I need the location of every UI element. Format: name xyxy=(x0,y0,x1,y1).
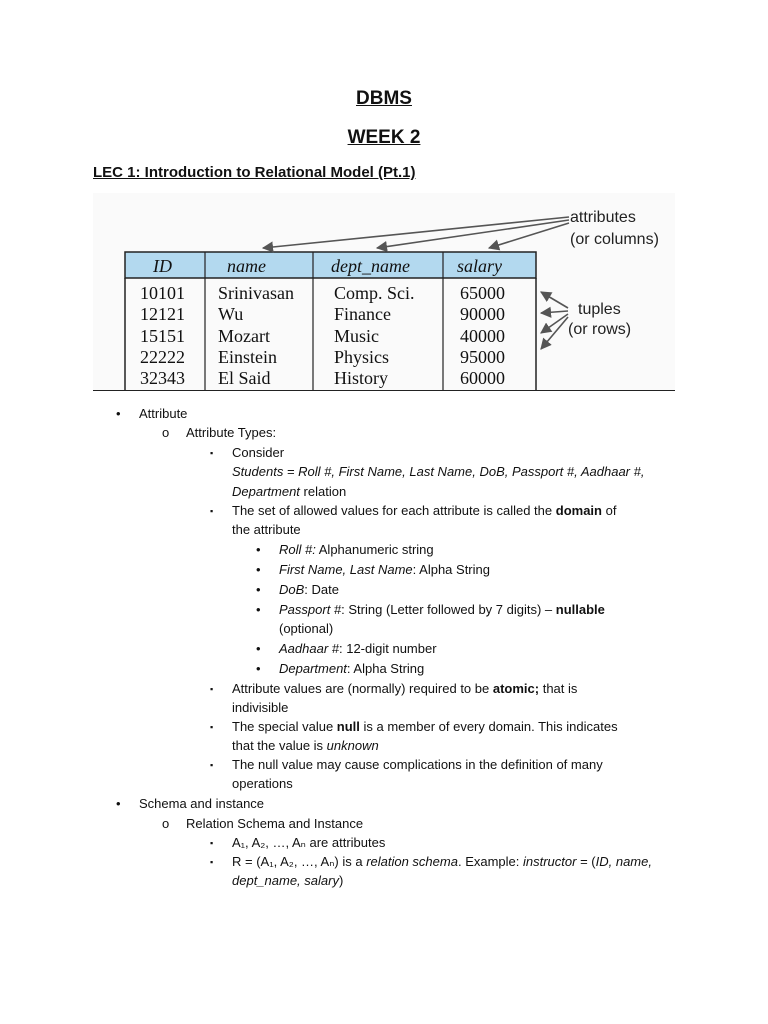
table-cell: 65000 xyxy=(460,283,505,303)
attributes-label-sub: (or columns) xyxy=(570,231,659,248)
text-span: that is xyxy=(539,681,578,696)
tuples-label: tuples xyxy=(578,301,621,318)
roll-value: Alphanumeric string xyxy=(315,542,434,557)
column-header-id: ID xyxy=(153,256,172,276)
table-cell: 60000 xyxy=(460,368,505,388)
department-term: Department xyxy=(232,484,300,499)
text-span: = ( xyxy=(576,854,596,869)
table-cell: 32343 xyxy=(140,368,185,388)
text-span: R = (A₁, A₂, …, Aₙ) is a xyxy=(232,854,367,869)
students-relation: Students = Roll #, First Name, Last Name, DoB, Passport #, Aadhaar #, xyxy=(232,464,645,479)
bullet-atomic-cont: indivisible xyxy=(232,700,289,715)
bullet-relation-schema xyxy=(232,852,652,871)
passport-label: Passport # xyxy=(279,602,342,617)
students-relation-line xyxy=(232,462,644,481)
table-cell: Mozart xyxy=(218,326,270,346)
bullet-null-cont xyxy=(232,736,379,755)
lecture-heading: LEC 1: Introduction to Relational Model (Pt.1) xyxy=(93,164,416,181)
figure-divider xyxy=(93,390,675,391)
text-span: Attribute values are (normally) required to be xyxy=(232,681,493,696)
bullet-marker: ▪ xyxy=(210,448,214,458)
bullet-marker: ▪ xyxy=(210,760,214,770)
bullet-marker: o xyxy=(162,425,170,440)
bullet-attrs: A₁, A₂, …, Aₙ are attributes xyxy=(232,835,386,850)
table-cell: Comp. Sci. xyxy=(334,283,415,303)
aadhaar-label: Aadhaar # xyxy=(279,641,339,656)
bullet-marker: • xyxy=(116,406,121,421)
bullet-relation-schema-cont xyxy=(232,871,343,890)
bullet-marker: o xyxy=(162,816,170,831)
aadhaar-value: : 12-digit number xyxy=(339,641,437,656)
table-cell: 15151 xyxy=(140,326,185,346)
domain-name xyxy=(279,560,490,579)
column-header-dept-name: dept_name xyxy=(331,256,410,276)
tuples-label-sub: (or rows) xyxy=(568,321,632,338)
bullet-relation-schema-instance: Relation Schema and Instance xyxy=(186,816,364,831)
instructor-attrs: ID, name, xyxy=(595,854,652,869)
column-header-name: name xyxy=(227,256,266,276)
bullet-marker: • xyxy=(256,602,261,617)
relation-figure xyxy=(93,193,675,390)
page-title: DBMS xyxy=(356,88,412,109)
name-value: : Alpha String xyxy=(412,562,490,577)
table-cell: 90000 xyxy=(460,304,505,324)
bullet-marker: • xyxy=(256,661,261,676)
dob-label: DoB xyxy=(279,582,305,597)
domain-term: domain xyxy=(555,503,602,518)
text-span: is a member of every domain. This indicates xyxy=(359,719,618,734)
department-relation-line xyxy=(232,482,346,501)
atomic-term: atomic; xyxy=(492,681,540,696)
null-term: null xyxy=(336,719,360,734)
bullet-allowed-values xyxy=(232,501,616,520)
instructor-attrs-cont: dept_name, salary xyxy=(232,873,339,888)
text-span: of xyxy=(601,503,617,518)
unknown-term: unknown xyxy=(326,738,379,753)
bullet-marker: • xyxy=(256,582,261,597)
attributes-label: attributes xyxy=(570,209,636,226)
domain-dob xyxy=(279,580,339,599)
bullet-marker xyxy=(163,405,166,424)
bullet-complications: The null value may cause complications in the definition of many xyxy=(232,757,603,772)
dob-value: : Date xyxy=(304,582,339,597)
table-cell: 22222 xyxy=(140,347,185,367)
domain-department xyxy=(279,659,424,678)
text-span: The special value xyxy=(232,719,337,734)
bullet-marker: ▪ xyxy=(210,838,214,848)
bullet-attribute-types: Attribute Types: xyxy=(186,425,277,440)
table-cell: Finance xyxy=(334,304,391,324)
table-cell: 95000 xyxy=(460,347,505,367)
nullable-term: nullable xyxy=(555,602,605,617)
relation-schema-term: relation schema xyxy=(366,854,458,869)
domain-aadhaar xyxy=(279,639,437,658)
bullet-marker: ▪ xyxy=(210,684,214,694)
bullet-marker: ▪ xyxy=(210,857,214,867)
bullet-marker: • xyxy=(116,796,121,811)
page-subtitle: WEEK 2 xyxy=(347,127,421,148)
table-cell: 12121 xyxy=(140,304,185,324)
text-span: that the value is xyxy=(232,738,327,753)
table-cell: History xyxy=(334,368,388,388)
relation-word: relation xyxy=(299,484,347,499)
table-cell: 40000 xyxy=(460,326,505,346)
dept-label: Department xyxy=(279,661,347,676)
table-cell: Music xyxy=(334,326,379,346)
bullet-marker: • xyxy=(256,542,261,557)
allowed-values-cont: the attribute xyxy=(232,522,301,537)
table-cell: Wu xyxy=(218,304,244,324)
bullet-attribute: Attribute xyxy=(139,406,188,421)
roll-label: Roll #: xyxy=(279,542,316,557)
domain-passport xyxy=(279,600,605,619)
instructor-term: instructor xyxy=(523,854,577,869)
table-cell: Physics xyxy=(334,347,390,367)
domain-roll xyxy=(279,540,434,559)
relation-table-diagram xyxy=(93,193,675,390)
bullet-marker: • xyxy=(256,641,261,656)
bullet-marker: ▪ xyxy=(210,722,214,732)
bullet-marker: • xyxy=(256,562,261,577)
passport-value: : String (Letter followed by 7 digits) – xyxy=(341,602,556,617)
text-span: . Example: xyxy=(457,854,523,869)
table-cell: Einstein xyxy=(218,347,277,367)
text-span: The set of allowed values for each attribute is called the xyxy=(232,503,556,518)
column-header-salary: salary xyxy=(457,256,502,276)
dept-value: : Alpha String xyxy=(346,661,425,676)
text-span: ) xyxy=(338,873,344,888)
table-cell: Srinivasan xyxy=(218,283,294,303)
bullet-schema-instance: Schema and instance xyxy=(139,796,265,811)
table-cell: 10101 xyxy=(140,283,185,303)
bullet-atomic xyxy=(232,679,577,698)
bullet-consider: Consider xyxy=(232,445,285,460)
domain-passport-cont: (optional) xyxy=(279,621,334,636)
bullet-complications-cont: operations xyxy=(232,776,293,791)
bullet-null xyxy=(232,717,618,736)
table-cell: El Said xyxy=(218,368,271,388)
name-label: First Name, Last Name xyxy=(279,562,413,577)
bullet-marker: ▪ xyxy=(210,506,214,516)
